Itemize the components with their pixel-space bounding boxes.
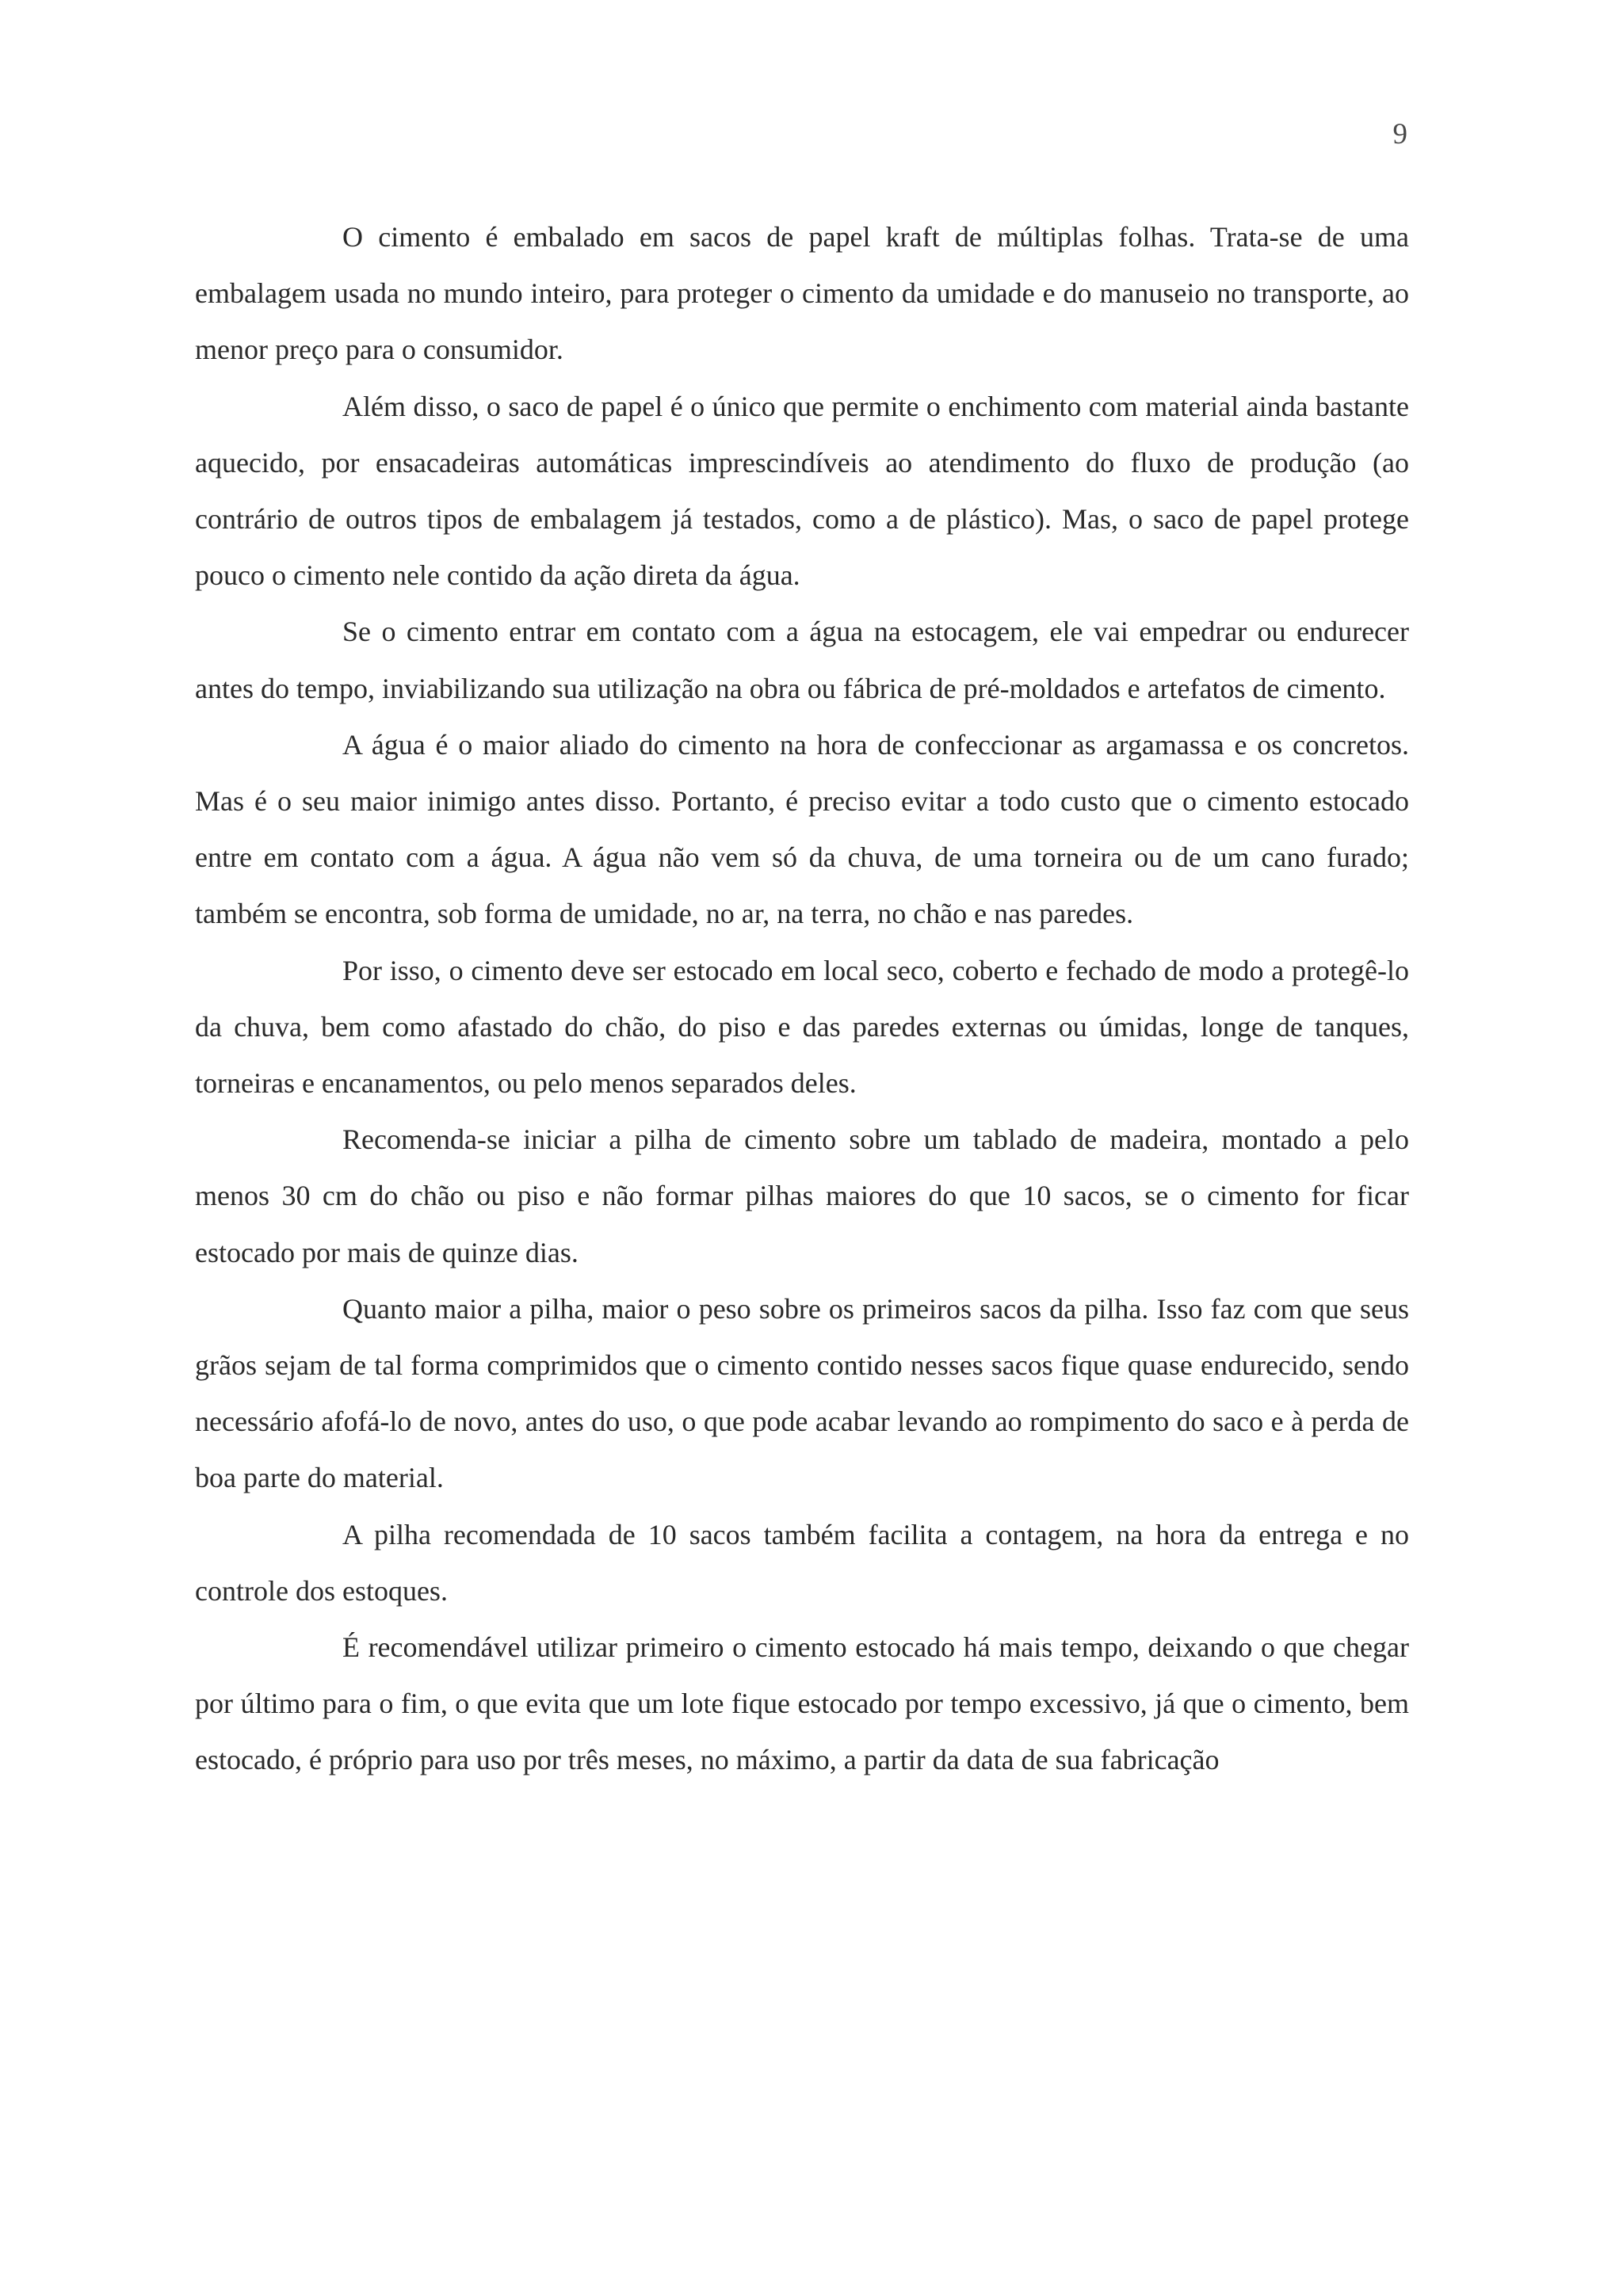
- paragraph-paper-bag: Além disso, o saco de papel é o único que permite o enchimento com material ainda bastante aquecido, por ensacadeiras automáticas imprescindíveis ao atendimento do fluxo de produção (ao contrário de outros tipos de embalagem já testados, como a de plástico). Mas, o saco de papel protege pouco o cimento nele contido da ação direta da água.: [195, 390, 1409, 592]
- page-number: 9: [1392, 118, 1407, 151]
- paragraph-rotation: É recomendável utilizar primeiro o cimento estocado há mais tempo, deixando o que chegar por último para o fim, o que evita que um lote fique estocado por tempo excessivo, já que o cimento, bem estocado, é próprio para uso por três meses, no máximo, a partir da data de sua fabricação: [195, 1631, 1409, 1776]
- paragraph-counting: A pilha recomendada de 10 sacos também facilita a contagem, na hora da entrega e no controle dos estoques.: [195, 1518, 1409, 1607]
- body-text: [195, 209, 1409, 1789]
- paragraph-water-contact: Se o cimento entrar em contato com a água na estocagem, ele vai empedrar ou endurecer antes do tempo, inviabilizando sua utilização na obra ou fábrica de pré-moldados e artefatos de cimento.: [195, 616, 1409, 704]
- paragraph-pallet: Recomenda-se iniciar a pilha de cimento sobre um tablado de madeira, montado a pelo menos 30 cm do chão ou piso e não formar pilhas maiores do que 10 sacos, se o cimento for ficar estocado por mais de quinze dias.: [195, 1123, 1409, 1268]
- paragraph-packaging: O cimento é embalado em sacos de papel kraft de múltiplas folhas. Trata-se de uma embalagem usada no mundo inteiro, para proteger o cimento da umidade e do manuseio no transporte, ao menor preço para o consumidor.: [195, 221, 1409, 366]
- paragraph-storage-location: Por isso, o cimento deve ser estocado em local seco, coberto e fechado de modo a protegê-lo da chuva, bem como afastado do chão, do piso e das paredes externas ou úmidas, longe de tanques, torneiras e encanamentos, ou pelo menos separados deles.: [195, 954, 1409, 1100]
- paragraph-pile-weight: Quanto maior a pilha, maior o peso sobre os primeiros sacos da pilha. Isso faz com que seus grãos sejam de tal forma comprimidos que o cimento contido nesses sacos fique quase endurecido, sendo necessário afofá-lo de novo, antes do uso, o que pode acabar levando ao rompimento do saco e à perda de boa parte do material.: [195, 1292, 1409, 1494]
- paragraph-water-ally: A água é o maior aliado do cimento na hora de confeccionar as argamassa e os concretos. Mas é o seu maior inimigo antes disso. Portanto, é preciso evitar a todo custo que o cimento estocado entre em contato com a água. A água não vem só da chuva, de uma torneira ou de um cano furado; também se encontra, sob forma de umidade, no ar, na terra, no chão e nas paredes.: [195, 728, 1409, 930]
